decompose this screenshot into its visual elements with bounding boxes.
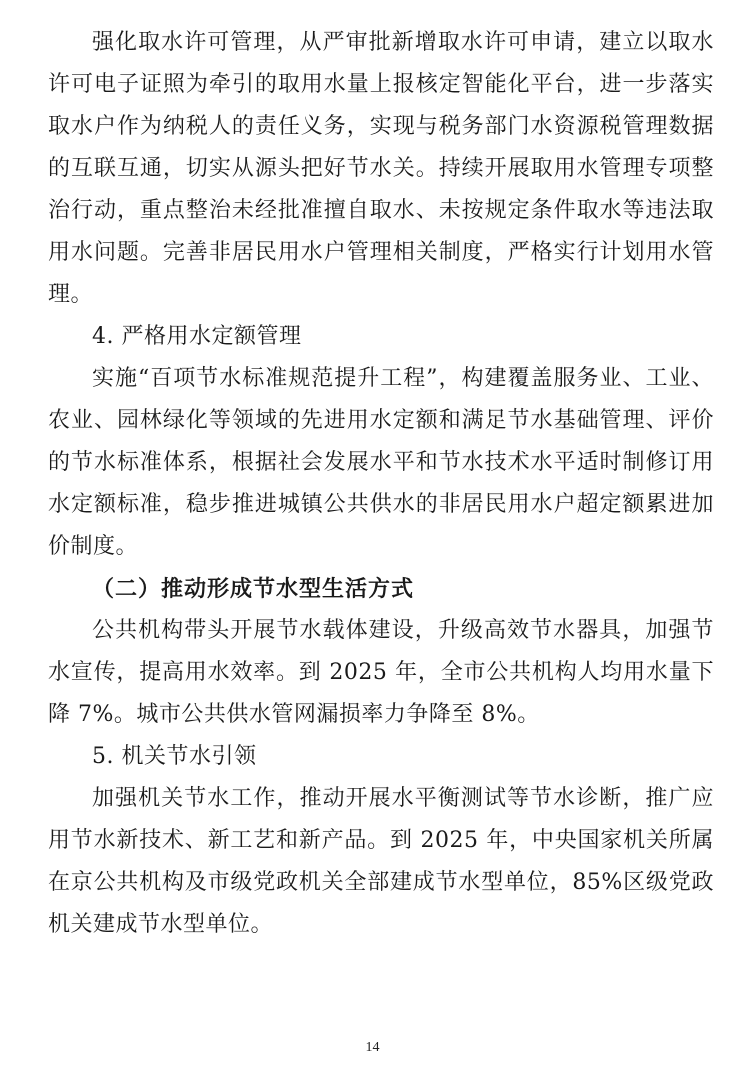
heading-agency-leadership: 5. 机关节水引领: [92, 744, 257, 769]
page-number: 14: [365, 1040, 380, 1055]
paragraph-public-institutions: 公共机构带头开展节水载体建设，升级高效节水器具，加强节水宣传，提高用水效率。到 2025 年，全市公共机构人均用水量下降 7%。城市公共供水管网漏损率力争降至 8%。: [48, 618, 714, 727]
paragraph-water-permit-management: 强化取水许可管理，从严审批新增取水许可申请，建立以取水许可电子证照为牵引的取用水量上报核定智能化平台，进一步落实取水户作为纳税人的责任义务，实现与税务部门水资源税管理数据的互联互通，切实从源头把好节水关。持续开展取用水管理专项整治行动，重点整治未经批准擅自取水、未按规定条件取水等违法取用水问题。完善非居民用水户管理相关制度，严格实行计划用水管理。: [48, 30, 714, 307]
paragraph-agency-water-saving: 加强机关节水工作，推动开展水平衡测试等节水诊断，推广应用节水新技术、新工艺和新产品。到 2025 年，中央国家机关所属在京公共机构及市级党政机关全部建成节水型单位，85%区级党政机关建成节水型单位。: [48, 786, 714, 937]
paragraph-quota-standards: 实施“百项节水标准规范提升工程”，构建覆盖服务业、工业、农业、园林绿化等领域的先进用水定额和满足节水基础管理、评价的节水标准体系，根据社会发展水平和节水技术水平适时制修订用水定额标准，稳步推进城镇公共供水的非居民用水户超定额累进加价制度。: [48, 366, 714, 559]
heading-section-two: （二）推动形成节水型生活方式: [92, 576, 415, 602]
heading-quota-management: 4. 严格用水定额管理: [92, 324, 302, 349]
document-body: [48, 22, 714, 946]
